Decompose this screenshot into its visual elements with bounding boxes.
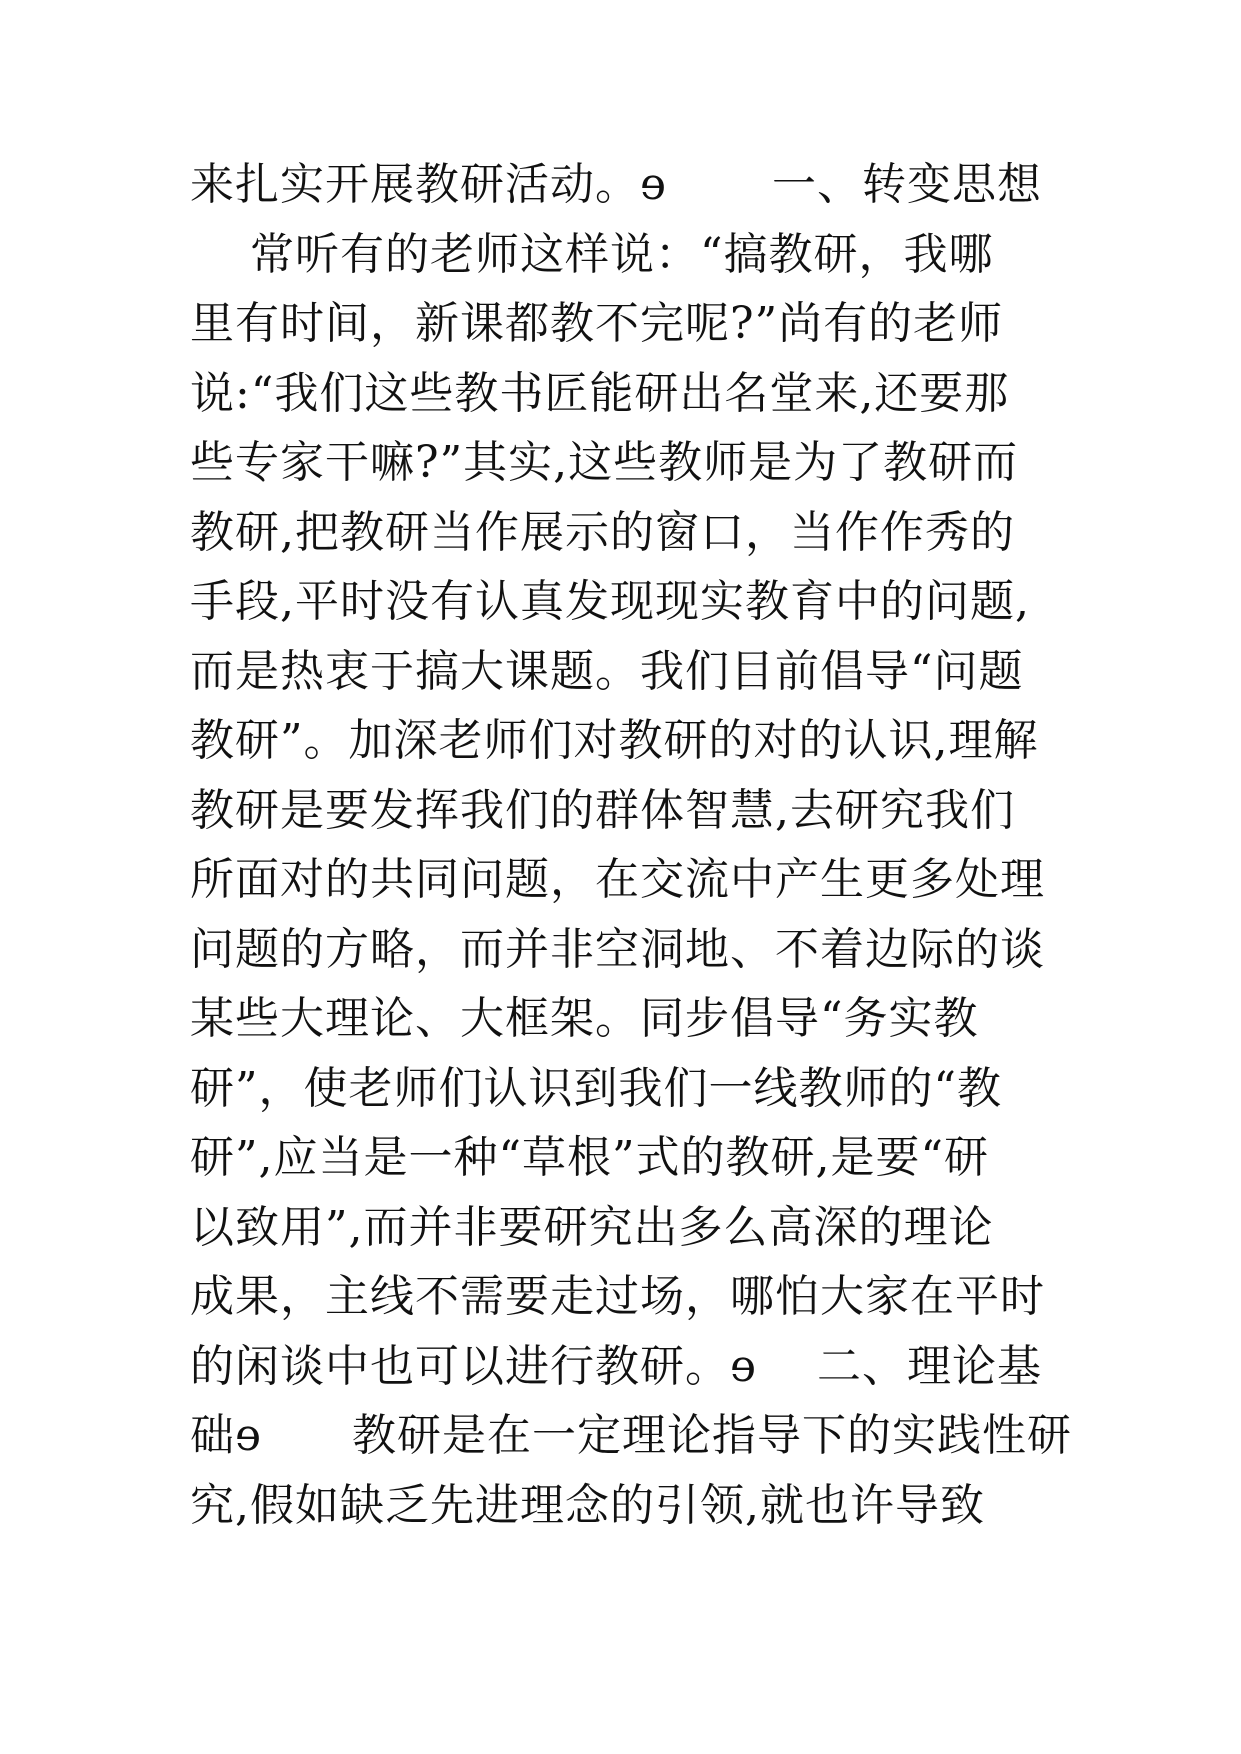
text-line-7: 手段,平时没有认真发现现实教育中的问题,: [190, 576, 1030, 627]
text-line-6: 教研,把教研当作展示的窗口，当作作秀的: [190, 506, 1015, 558]
text-line-15: 研”,应当是一种“草根”式的教研,是要“研: [190, 1132, 989, 1183]
text-line-13: 某些大理论、大框架。同步倡导“务实教: [190, 993, 979, 1044]
text-line-1: 来扎实开展教研活动。ɘ 一、转变思想: [190, 159, 1042, 210]
text-line-20: 究,假如缺乏先进理念的引领,就也许导致: [190, 1479, 985, 1531]
text-line-5: 些专家干嘛?”其实,这些教师是为了教研而: [190, 437, 1019, 488]
text-line-16: 以致用”,而并非要研究出多么高深的理论: [190, 1201, 994, 1253]
text-line-8: 而是热衷于搞大课题。我们目前倡导“问题: [190, 645, 1024, 697]
text-line-18: 的闲谈中也可以进行教研。ɘ 二、理论基: [190, 1340, 1042, 1392]
text-line-17: 成果，主线不需要走过场，哪怕大家在平时: [190, 1271, 1045, 1322]
body-text: [190, 150, 1090, 1540]
text-line-12: 问题的方略，而并非空洞地、不着边际的谈: [190, 923, 1045, 975]
text-line-3: 里有时间，新课都教不完呢?”尚有的老师: [190, 298, 1004, 349]
text-line-11: 所面对的共同问题，在交流中产生更多处理: [190, 854, 1045, 905]
text-line-19: 础ɘ 教研是在一定理论指导下的实践性研: [190, 1410, 1072, 1461]
text-line-9: 教研”。加深老师们对教研的对的认识,理解: [190, 715, 1039, 766]
text-line-10: 教研是要发挥我们的群体智慧,去研究我们: [190, 784, 1015, 836]
text-line-4: 说:“我们这些教书匠能研出名堂来,还要那: [190, 367, 1010, 419]
text-line-14: 研”，使老师们认识到我们一线教师的“教: [190, 1062, 1002, 1114]
text-line-2: 常听有的老师这样说：“搞教研，我哪: [190, 228, 994, 280]
